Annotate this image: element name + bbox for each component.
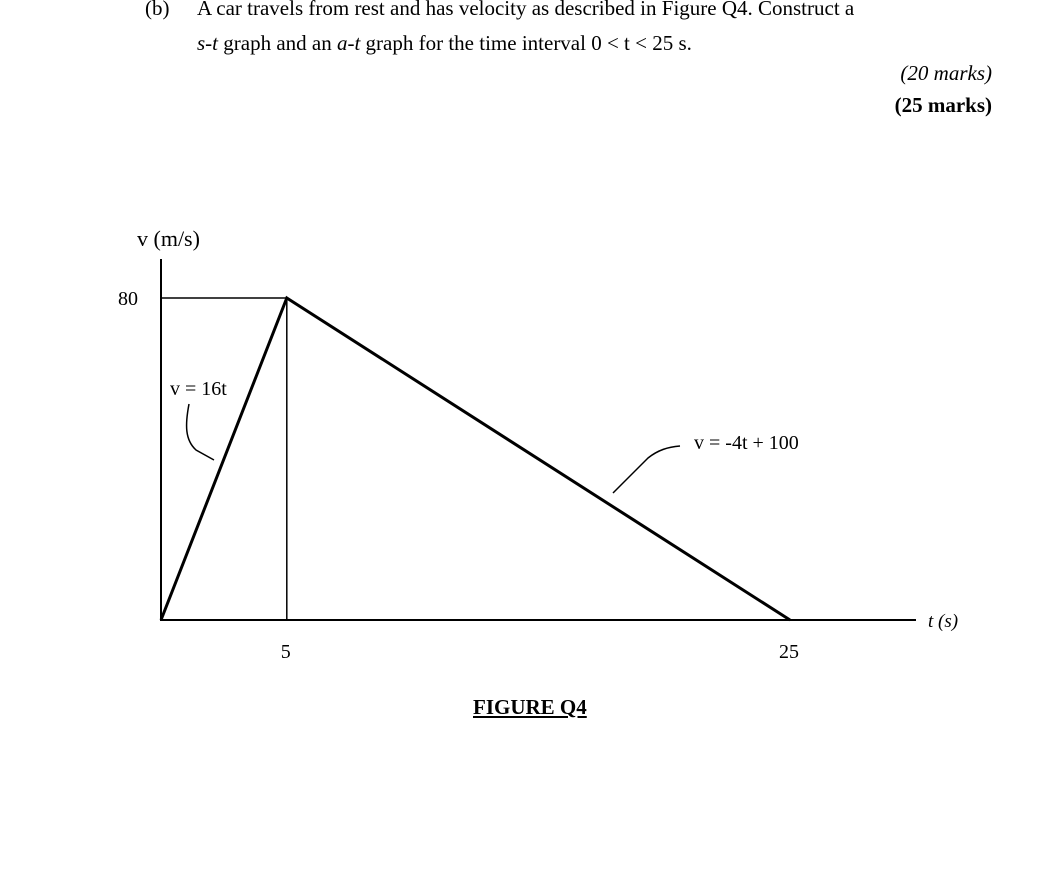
x-tick-5: 5	[280, 641, 291, 663]
y-tick-80: 80	[118, 288, 138, 310]
figure-caption: FIGURE Q4	[473, 695, 587, 719]
total-marks: (25 marks)	[894, 93, 992, 117]
x-tick-25: 25	[779, 641, 799, 663]
question-label: (b)	[145, 0, 170, 20]
leader-line-fall	[613, 446, 680, 493]
y-axis-label: v (m/s)	[137, 226, 200, 251]
leader-line-rise	[187, 404, 214, 460]
a-t-text: a-t	[336, 31, 361, 55]
velocity-line	[161, 298, 790, 620]
text: graph for the time interval 0 < t < 25 s.	[360, 31, 692, 55]
sub-marks: (20 marks)	[900, 61, 992, 85]
x-axis-label: t (s)	[928, 611, 959, 632]
annotation-fall: v = -4t + 100	[694, 432, 799, 454]
s-t-text: s-t	[197, 31, 218, 55]
text: graph and an	[218, 31, 337, 55]
question-line-1: A car travels from rest and has velocity as described in Figure Q4. Construct a	[197, 0, 855, 20]
annotation-rise: v = 16t	[170, 378, 227, 400]
